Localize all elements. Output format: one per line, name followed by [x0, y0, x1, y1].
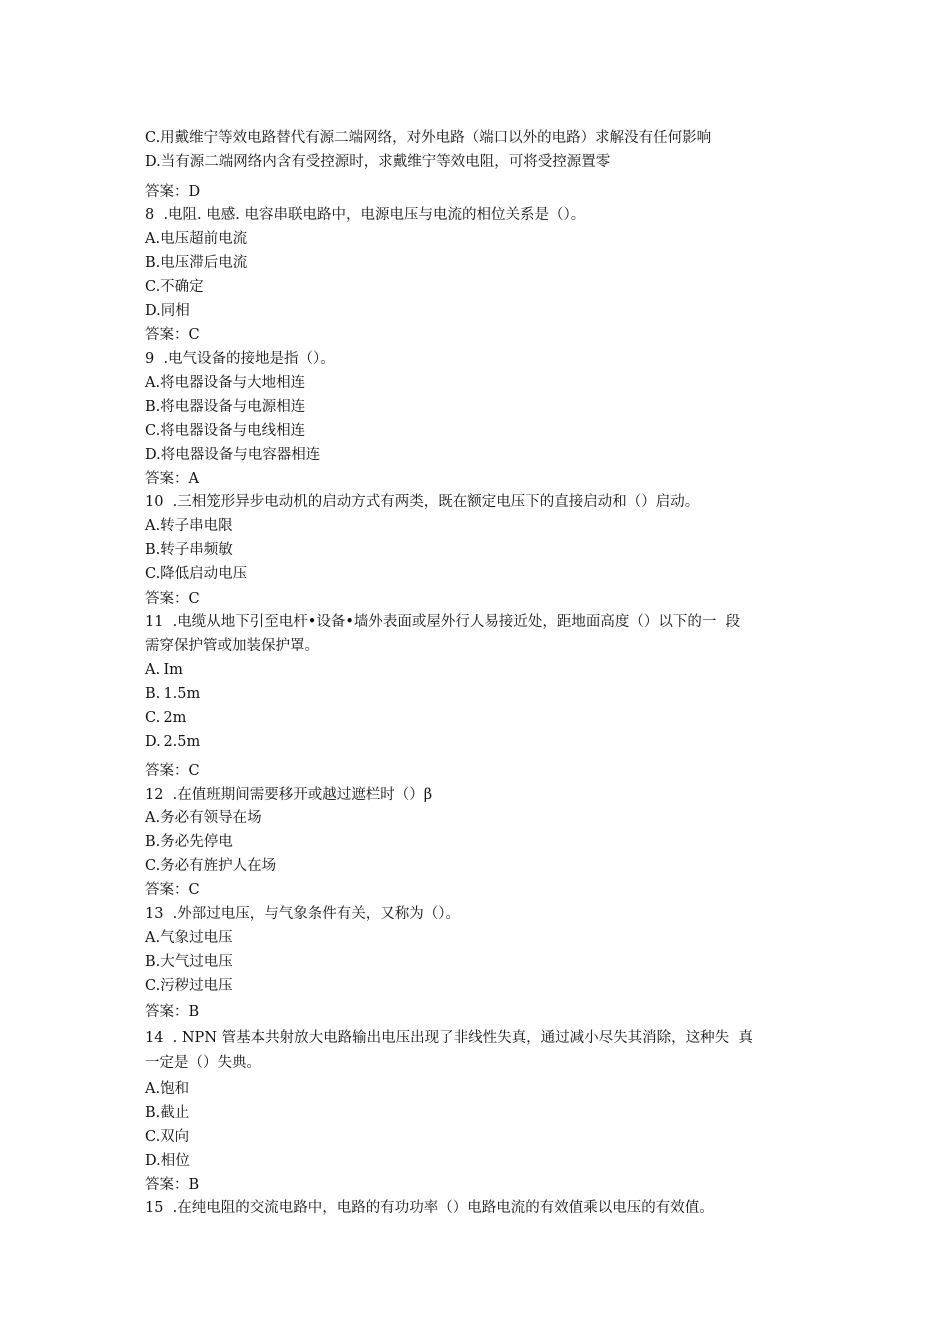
- question-line: 14 . NPN 管基本共射放大电路输出电压出现了非线性失真，通过减小尽失其消除，这种失 真: [145, 1030, 753, 1046]
- answer-line: 答案：B: [145, 1177, 200, 1193]
- option-line: C. 2m: [145, 710, 187, 726]
- question-line: 一定是（）失典。: [145, 1055, 261, 1071]
- option-line: C.将电器设备与电线相连: [145, 423, 306, 439]
- option-line: D.将电器设备与电容器相连: [145, 447, 321, 463]
- option-line: A.气象过电压: [145, 930, 233, 946]
- answer-line: 答案：A: [145, 471, 199, 487]
- answer-line: 答案：C: [145, 763, 200, 779]
- option-line: D.相位: [145, 1153, 190, 1169]
- question-line: 15 .在纯电阻的交流电路中，电路的有功功率（）电路电流的有效值乘以电压的有效值。: [145, 1200, 714, 1216]
- option-line: B.务必先停电: [145, 834, 233, 850]
- option-line: B.转子串频敏: [145, 542, 233, 558]
- answer-line: 答案：C: [145, 327, 200, 343]
- option-line: C.双向: [145, 1129, 190, 1145]
- question-line: 8 .电阻. 电感. 电容串联电路中，电源电压与电流的相位关系是（）。: [145, 207, 586, 223]
- option-line: A.务必有领导在场: [145, 810, 262, 826]
- option-line: B. 1.5m: [145, 686, 201, 702]
- option-line: A. Im: [145, 662, 183, 678]
- question-line: 需穿保护管或加装保护罩。: [145, 638, 319, 654]
- answer-line: 答案：C: [145, 591, 200, 607]
- option-line: A.电压超前电流: [145, 231, 248, 247]
- answer-line: 答案：C: [145, 882, 200, 898]
- option-line: C.不确定: [145, 279, 204, 295]
- option-line: C.降低启动电压: [145, 566, 248, 582]
- option-line: D. 2.5m: [145, 734, 201, 750]
- option-line: A.将电器设备与大地相连: [145, 375, 306, 391]
- question-line: 11 .电缆从地下引至电杆•设备•墙外表面或屋外行人易接近处，距地面高度（）以下的一 段: [145, 614, 741, 630]
- question-line: 12 .在值班期间需要移开或越过遮栏时（）β: [145, 787, 433, 803]
- question-line: 13 .外部过电压，与气象条件有关，又称为（）。: [145, 906, 461, 922]
- question-line: 10 .三相笼形异步电动机的启动方式有两类，既在额定电压下的直接启动和（）启动。: [145, 494, 700, 510]
- question-line: 9 .电气设备的接地是指（）。: [145, 351, 335, 367]
- option-line: A.转子串电限: [145, 518, 233, 534]
- option-line: B.大气过电压: [145, 954, 233, 970]
- answer-line: 答案：D: [145, 184, 201, 200]
- option-line: B.将电器设备与电源相连: [145, 399, 306, 415]
- answer-line: 答案：B: [145, 1004, 200, 1020]
- option-line: C.污秽过电压: [145, 978, 233, 994]
- option-line: D.当有源二端网络内含有受控源时，求戴维宁等效电阻，可将受控源置零: [145, 154, 611, 170]
- option-line: A.饱和: [145, 1081, 190, 1097]
- option-line: B.截止: [145, 1105, 190, 1121]
- option-line: C.用戴维宁等效电路替代有源二端网络，对外电路（端口以外的电路）求解没有任何影响: [145, 130, 712, 146]
- option-line: D.同相: [145, 303, 190, 319]
- option-line: B.电压滞后电流: [145, 255, 248, 271]
- option-line: C.务必有旌护人在场: [145, 858, 277, 874]
